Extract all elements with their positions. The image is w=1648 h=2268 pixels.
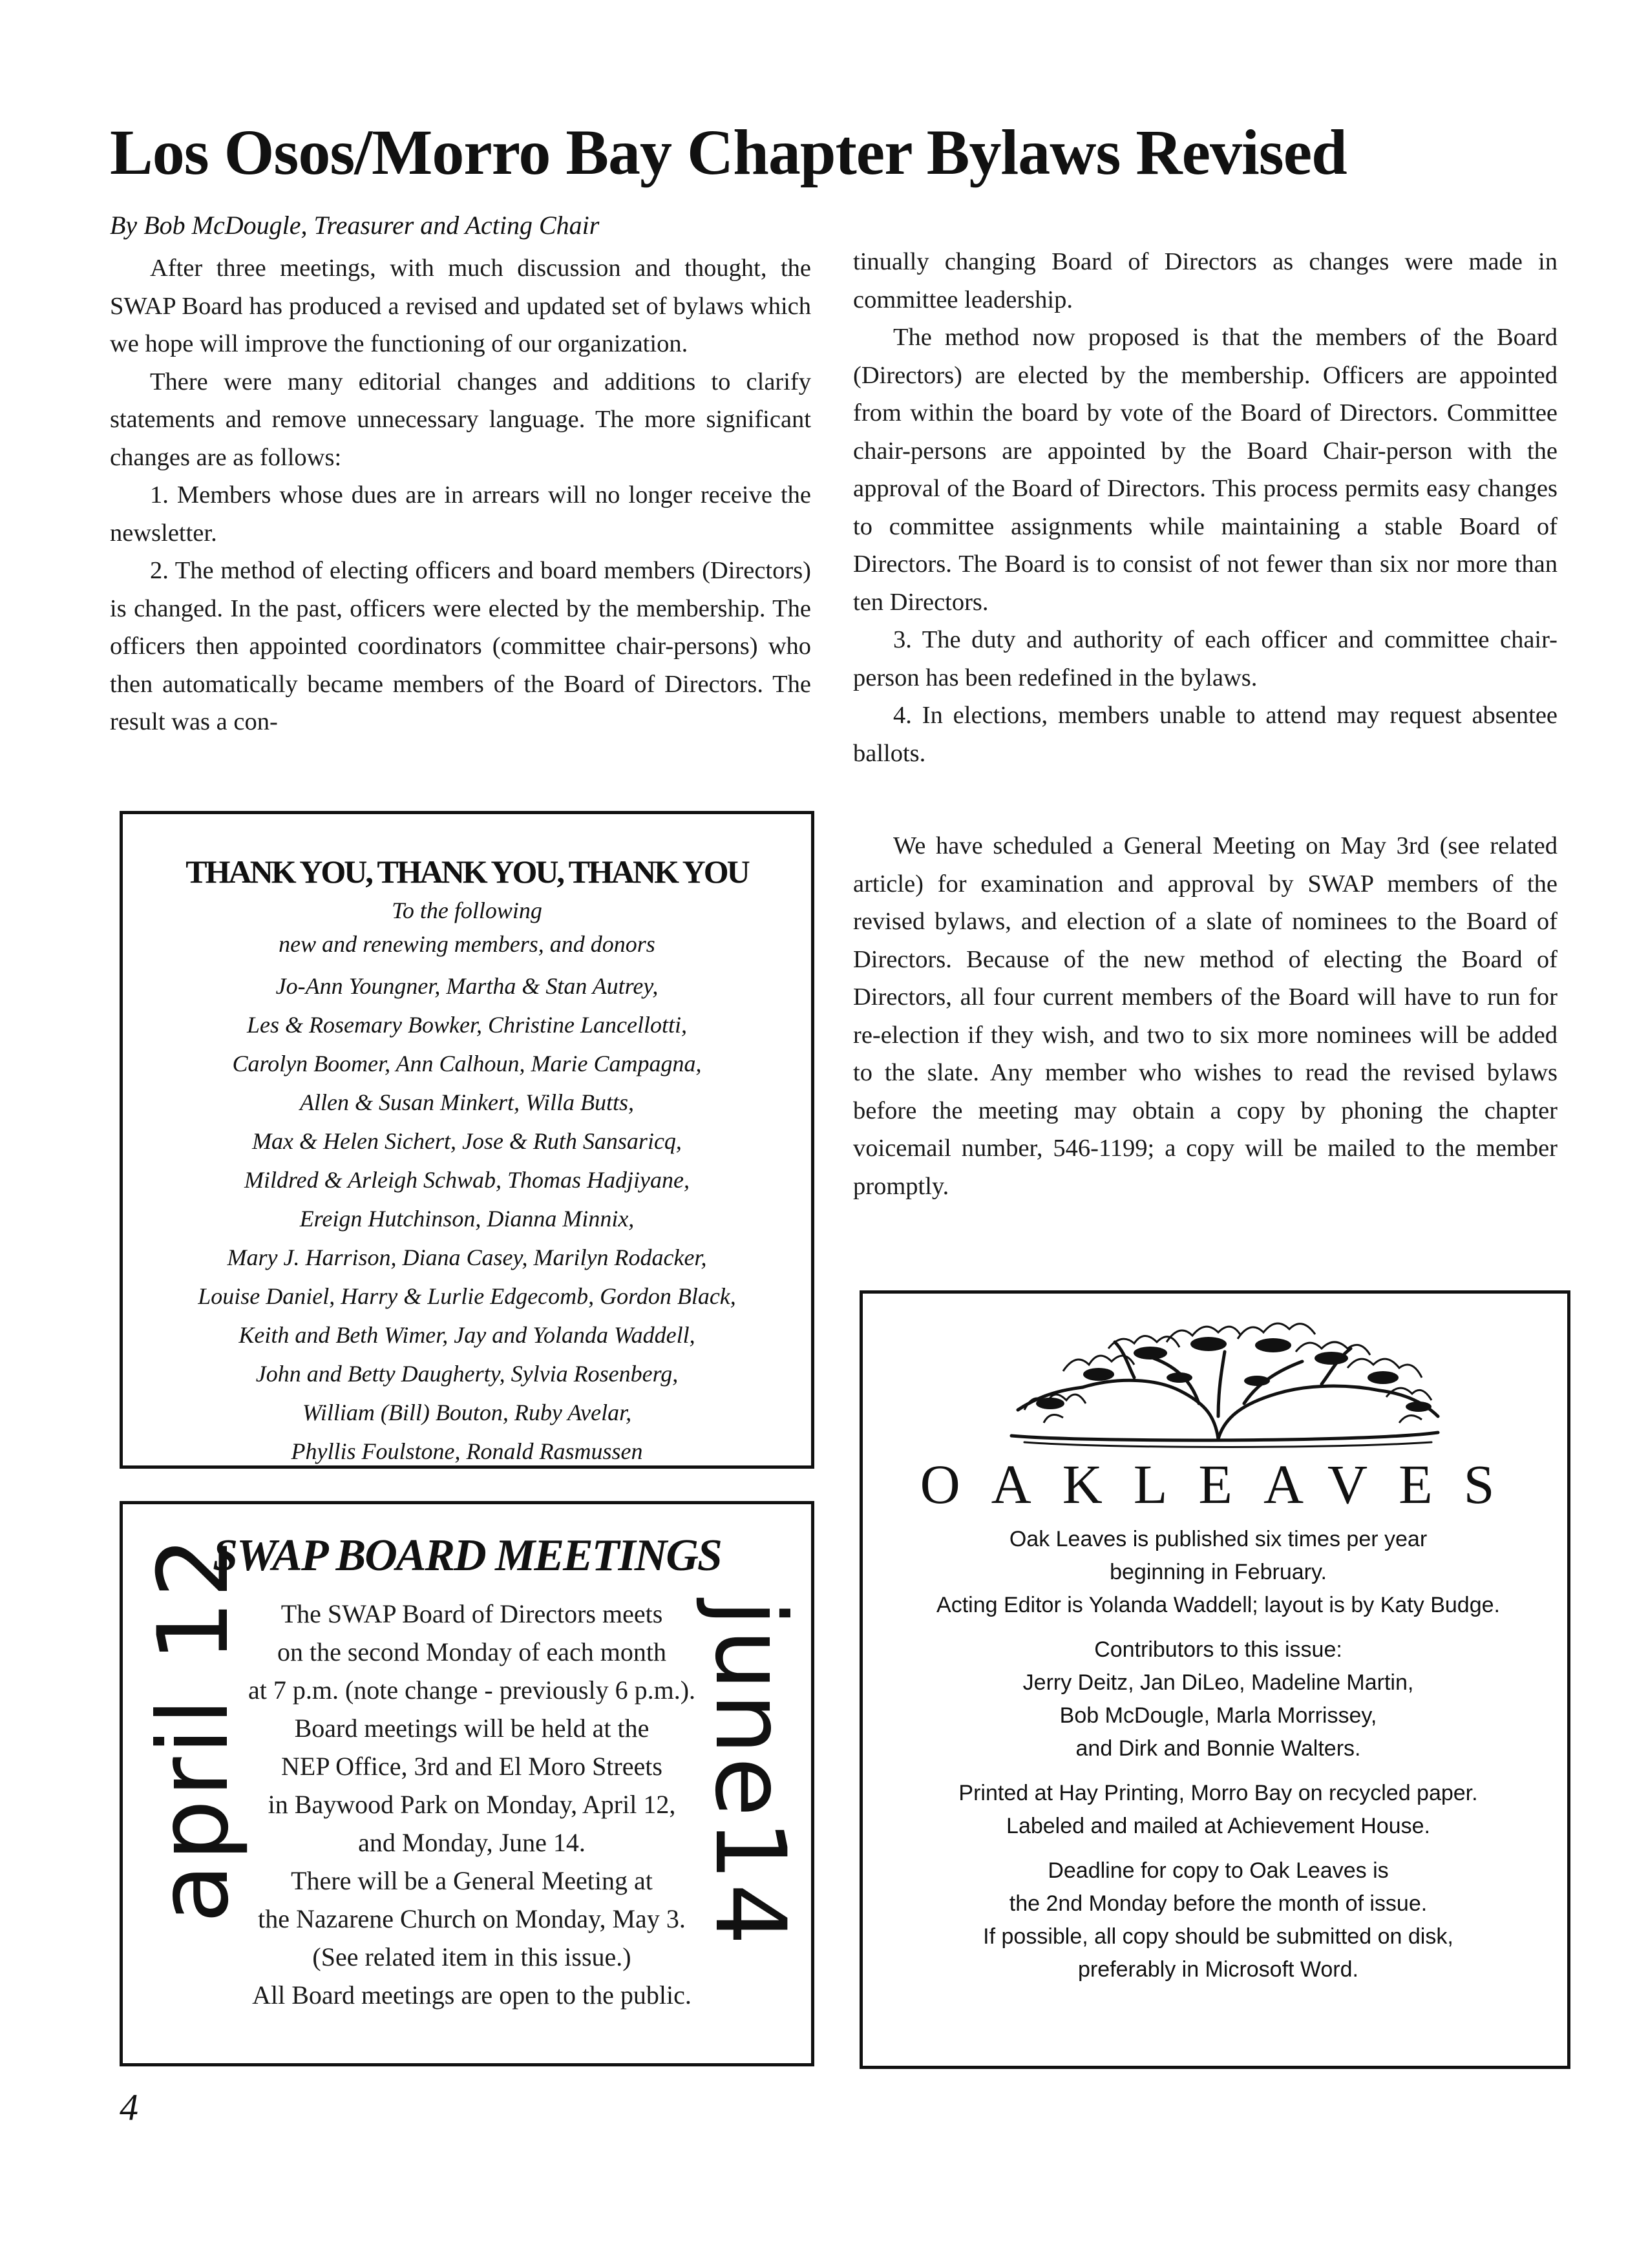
thank-you-subheading: To the following [392,898,542,923]
donor-line: Mildred & Arleigh Schwab, Thomas Hadjiyane, [244,1167,690,1193]
board-line: The SWAP Board of Directors meets [280,1599,663,1628]
board-line: the Nazarene Church on Monday, May 3. [258,1904,686,1933]
donor-line: Carolyn Boomer, Ann Calhoun, Marie Campagna, [232,1051,702,1076]
board-meetings-box [120,1501,814,2066]
info-line: Deadline for copy to Oak Leaves is [1048,1858,1389,1883]
thank-you-subheading: new and renewing members, and donors [279,931,655,957]
article-paragraph: There were many editorial changes and additions to clarify statements and remove unnecessary language. The more significant changes are as follows: [110,368,811,471]
board-line: NEP Office, 3rd and El Moro Streets [281,1752,662,1781]
info-line: Acting Editor is Yolanda Waddell; layout is by Katy Budge. [936,1593,1500,1617]
board-line: All Board meetings are open to the public. [252,1980,692,2010]
general-meeting-paragraph: We have scheduled a General Meeting on May 3rd (see related article) for examination and approval by SWAP members of the revised bylaws, and election of a slate of nominees to the Board of Directors. Because of the new method of electing the Board of Directors, all four current members of the Board will have to run for re-election if they wish, and two to six more nominees will be added to the slate. Any member who wishes to read the revised bylaws before the meeting may obtain a copy by phoning the chapter voicemail number, 546-1199; a copy will be mailed to the member promptly. [853,832,1558,1200]
board-meetings-title: SWAP BOARD MEETINGS [213,1531,721,1580]
oak-tree-illustration [986,1313,1464,1455]
info-line: preferably in Microsoft Word. [1078,1957,1358,1982]
article-paragraph: 4. In elections, members unable to attend may request absentee ballots. [853,702,1558,767]
donor-line: Ereign Hutchinson, Dianna Minnix, [299,1206,635,1232]
board-line: (See related item in this issue.) [312,1942,631,1971]
info-line: Contributors to this issue: [1094,1637,1342,1662]
article-column-left [110,249,811,741]
article-byline: By Bob McDougle, Treasurer and Acting Chair [110,211,600,240]
donor-line: Jo-Ann Youngner, Martha & Stan Autrey, [275,973,659,999]
board-line: at 7 p.m. (note change - previously 6 p.m.). [248,1675,696,1705]
info-line: Jerry Deitz, Jan DiLeo, Madeline Martin, [1022,1670,1414,1695]
oak-leaves-masthead-box [860,1290,1570,2069]
board-line: on the second Monday of each month [277,1637,667,1666]
article-paragraph: After three meetings, with much discussion and thought, the SWAP Board has produced a revised and updated set of bylaws which we hope will improve the functioning of our organization. [110,255,811,357]
donor-line: Les & Rosemary Bowker, Christine Lancellotti, [247,1012,687,1038]
thank-you-box [120,811,814,1469]
oak-leaves-info [882,1523,1554,1986]
info-line: Printed at Hay Printing, Morro Bay on recycled paper. [958,1781,1478,1805]
article-headline: Los Osos/Morro Bay Chapter Bylaws Revised [110,116,1347,188]
article-paragraph: 1. Members whose dues are in arrears will no longer receive the newsletter. [110,481,811,547]
board-line: and Monday, June 14. [358,1828,586,1857]
donor-line: John and Betty Daugherty, Sylvia Rosenberg, [255,1361,679,1387]
donor-line: Phyllis Foulstone, Ronald Rasmussen [291,1438,643,1464]
donor-line: William (Bill) Bouton, Ruby Avelar, [302,1400,632,1425]
info-line: Oak Leaves is published six times per year [1009,1527,1428,1551]
donor-line: Allen & Susan Minkert, Willa Butts, [300,1089,634,1115]
donor-names [123,967,811,1471]
info-line: the 2nd Monday before the month of issue. [1009,1891,1428,1916]
donor-line: Max & Helen Sichert, Jose & Ruth Sansaricq, [252,1128,682,1154]
info-line: Labeled and mailed at Achievement House. [1006,1814,1430,1838]
info-line: If possible, all copy should be submitted on disk, [983,1924,1453,1949]
article-column-right [853,243,1558,772]
oak-leaves-title: OAKLEAVES [920,1453,1526,1515]
page-number: 4 [120,2086,138,2128]
info-line: beginning in February. [1110,1560,1327,1584]
general-meeting-column [853,827,1558,1205]
board-line: Board meetings will be held at the [294,1714,650,1743]
april-date-text: april 12 [138,1533,250,1924]
board-meetings-text [220,1595,724,2014]
board-line: in Baywood Park on Monday, April 12, [268,1790,676,1819]
info-line: Bob McDougle, Marla Morrissey, [1059,1703,1377,1728]
article-paragraph: The method now proposed is that the members of the Board (Directors) are elected by the membership. Officers are appointed from within the board by vote of the Board of Directors. Committee chair-persons are appointed by the Board Chair-person with the approval of the Board of Directors. This process permits easy changes to committee assignments while maintaining a stable Board of Directors. The Board is to consist of not fewer than six nor more than ten Directors. [853,324,1558,616]
donor-line: Keith and Beth Wimer, Jay and Yolanda Waddell, [238,1322,695,1348]
thank-you-heading: THANK YOU, THANK YOU, THANK YOU [185,854,748,890]
article-paragraph: 3. The duty and authority of each officer and committee chair-person has been redefined in the bylaws. [853,626,1558,691]
donor-line: Mary J. Harrison, Diana Casey, Marilyn Rodacker, [227,1244,707,1270]
june-date-text: june14 [693,1599,806,1948]
board-line: There will be a General Meeting at [291,1866,653,1895]
article-paragraph: 2. The method of electing officers and board members (Directors) is changed. In the past, officers were elected by the membership. The officers then appointed coordinators (committee chair-persons) who then automatically became members of the Board of Directors. The result was a con- [110,557,811,735]
article-paragraph: tinually changing Board of Directors as changes were made in committee leadership. [853,248,1558,313]
donor-line: Louise Daniel, Harry & Lurlie Edgecomb, Gordon Black, [198,1283,736,1309]
info-line: and Dirk and Bonnie Walters. [1075,1736,1361,1761]
